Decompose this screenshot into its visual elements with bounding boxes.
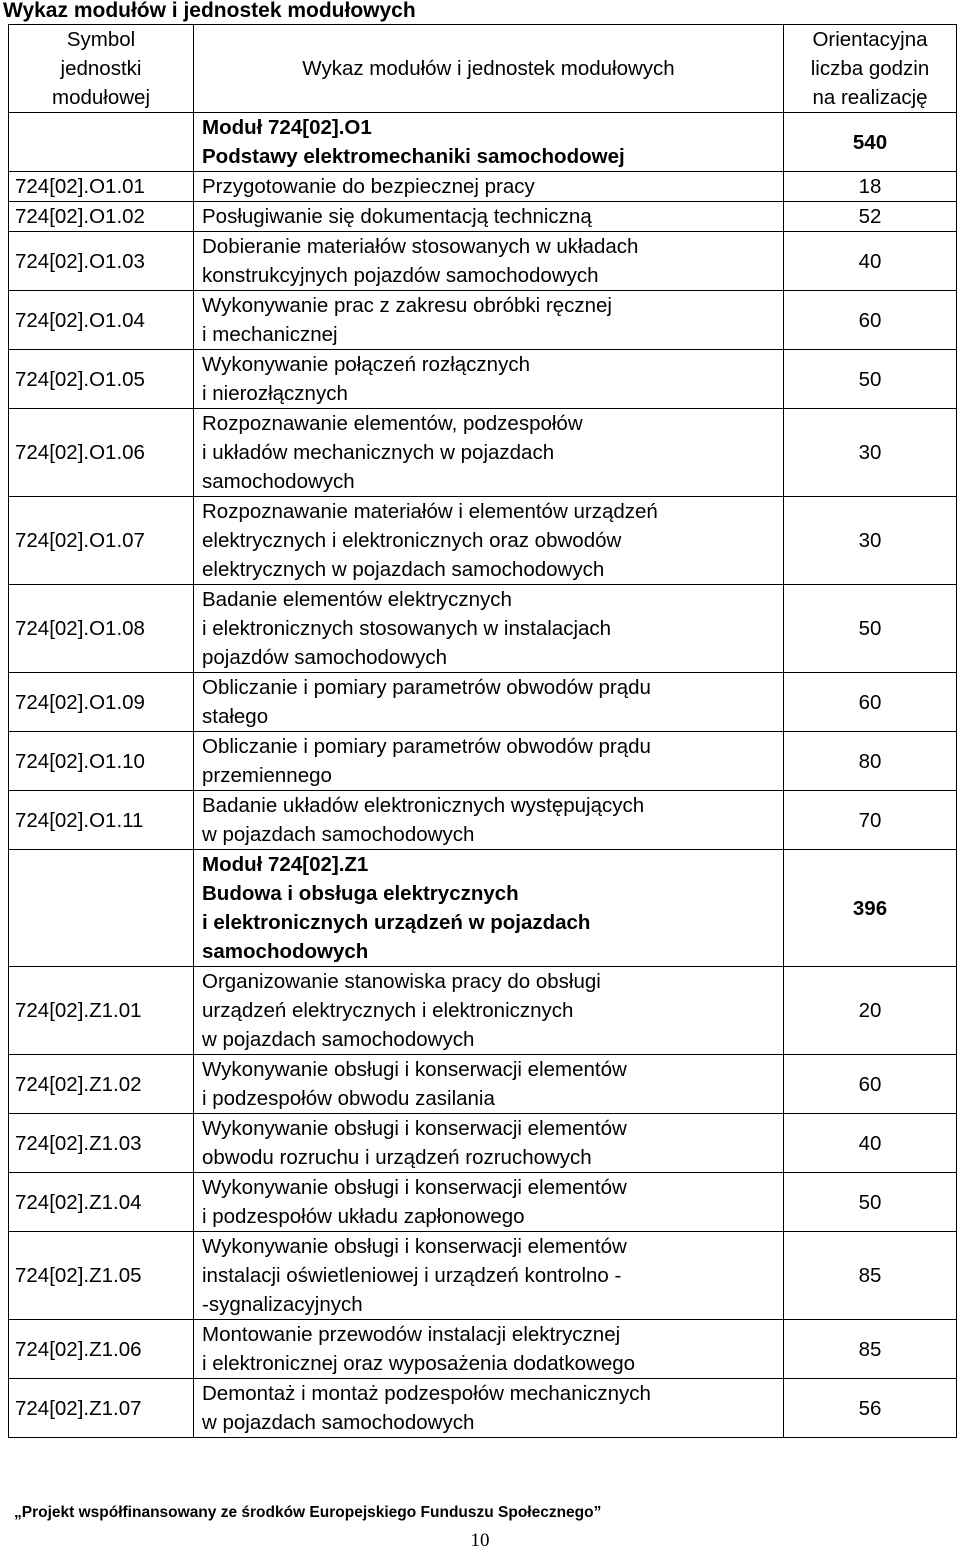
unit-row: [9, 967, 957, 1055]
unit-row: [9, 497, 957, 585]
unit-code: 724[02].Z1.04: [9, 1173, 194, 1232]
unit-hours: 80: [784, 732, 957, 791]
module-title: Moduł 724[02].Z1 Budowa i obsługa elektrycznych i elektronicznych urządzeń w pojazdach samochodowych: [194, 850, 784, 967]
unit-code: 724[02].O1.06: [9, 409, 194, 497]
unit-hours: 85: [784, 1232, 957, 1320]
header-hours: Orientacyjna liczba godzin na realizację: [784, 25, 957, 113]
unit-code: 724[02].O1.03: [9, 232, 194, 291]
unit-name: Obliczanie i pomiary parametrów obwodów prądu przemiennego: [194, 732, 784, 791]
unit-row: [9, 791, 957, 850]
unit-hours: 30: [784, 409, 957, 497]
unit-name: Badanie elementów elektrycznych i elektronicznych stosowanych w instalacjach pojazdów samochodowych: [194, 585, 784, 673]
unit-hours: 56: [784, 1379, 957, 1438]
unit-name: Obliczanie i pomiary parametrów obwodów prądu stałego: [194, 673, 784, 732]
unit-hours: 50: [784, 585, 957, 673]
unit-name: Wykonywanie obsługi i konserwacji elementów i podzespołów układu zapłonowego: [194, 1173, 784, 1232]
unit-hours: 30: [784, 497, 957, 585]
unit-row: [9, 673, 957, 732]
unit-hours: 50: [784, 350, 957, 409]
unit-code: 724[02].Z1.02: [9, 1055, 194, 1114]
module-code-cell: [9, 850, 194, 967]
unit-row: [9, 409, 957, 497]
header-row: [9, 25, 957, 113]
unit-code: 724[02].O1.05: [9, 350, 194, 409]
unit-name: Wykonywanie połączeń rozłącznych i nierozłącznych: [194, 350, 784, 409]
unit-name: Rozpoznawanie elementów, podzespołów i układów mechanicznych w pojazdach samochodowych: [194, 409, 784, 497]
unit-row: [9, 1379, 957, 1438]
unit-hours: 85: [784, 1320, 957, 1379]
unit-name: Wykonywanie obsługi i konserwacji elementów i podzespołów obwodu zasilania: [194, 1055, 784, 1114]
unit-name: Badanie układów elektronicznych występujących w pojazdach samochodowych: [194, 791, 784, 850]
unit-code: 724[02].O1.04: [9, 291, 194, 350]
unit-code: 724[02].Z1.06: [9, 1320, 194, 1379]
unit-name: Przygotowanie do bezpiecznej pracy: [194, 172, 784, 202]
unit-row: [9, 202, 957, 232]
unit-code: 724[02].O1.11: [9, 791, 194, 850]
unit-row: [9, 1114, 957, 1173]
unit-code: 724[02].O1.01: [9, 172, 194, 202]
unit-code: 724[02].O1.02: [9, 202, 194, 232]
unit-name: Demontaż i montaż podzespołów mechanicznych w pojazdach samochodowych: [194, 1379, 784, 1438]
unit-row: [9, 172, 957, 202]
unit-row: [9, 1232, 957, 1320]
unit-hours: 40: [784, 1114, 957, 1173]
unit-hours: 70: [784, 791, 957, 850]
unit-code: 724[02].Z1.07: [9, 1379, 194, 1438]
page-title: Wykaz modułów i jednostek modułowych: [3, 0, 416, 22]
module-title: Moduł 724[02].O1 Podstawy elektromechaniki samochodowej: [194, 113, 784, 172]
module-code-cell: [9, 113, 194, 172]
header-symbol: Symbol jednostki modułowej: [9, 25, 194, 113]
unit-code: 724[02].Z1.05: [9, 1232, 194, 1320]
module-row: [9, 113, 957, 172]
page-number: 10: [470, 1530, 490, 1551]
unit-name: Posługiwanie się dokumentacją techniczną: [194, 202, 784, 232]
unit-name: Dobieranie materiałów stosowanych w układach konstrukcyjnych pojazdów samochodowych: [194, 232, 784, 291]
unit-row: [9, 1173, 957, 1232]
unit-row: [9, 350, 957, 409]
unit-row: [9, 1055, 957, 1114]
unit-name: Wykonywanie prac z zakresu obróbki ręcznej i mechanicznej: [194, 291, 784, 350]
unit-name: Rozpoznawanie materiałów i elementów urządzeń elektrycznych i elektronicznych oraz obwodów elektrycznych w pojazdach samochodowych: [194, 497, 784, 585]
unit-name: Wykonywanie obsługi i konserwacji elementów obwodu rozruchu i urządzeń rozruchowych: [194, 1114, 784, 1173]
header-list: Wykaz modułów i jednostek modułowych: [194, 25, 784, 113]
unit-hours: 60: [784, 673, 957, 732]
unit-hours: 20: [784, 967, 957, 1055]
unit-name: Organizowanie stanowiska pracy do obsługi urządzeń elektrycznych i elektronicznych w pojazdach samochodowych: [194, 967, 784, 1055]
unit-name: Wykonywanie obsługi i konserwacji elementów instalacji oświetleniowej i urządzeń kontrolno - -sygnalizacyjnych: [194, 1232, 784, 1320]
unit-code: 724[02].O1.07: [9, 497, 194, 585]
unit-code: 724[02].O1.09: [9, 673, 194, 732]
unit-code: 724[02].Z1.03: [9, 1114, 194, 1173]
unit-row: [9, 732, 957, 791]
module-row: [9, 850, 957, 967]
unit-hours: 40: [784, 232, 957, 291]
unit-code: 724[02].Z1.01: [9, 967, 194, 1055]
footer-note: „Projekt współfinansowany ze środków Europejskiego Funduszu Społecznego”: [14, 1504, 602, 1521]
unit-row: [9, 1320, 957, 1379]
unit-hours: 60: [784, 291, 957, 350]
unit-hours: 18: [784, 172, 957, 202]
unit-row: [9, 232, 957, 291]
unit-hours: 52: [784, 202, 957, 232]
unit-code: 724[02].O1.10: [9, 732, 194, 791]
unit-code: 724[02].O1.08: [9, 585, 194, 673]
modules-table: [8, 24, 957, 1438]
unit-hours: 50: [784, 1173, 957, 1232]
unit-row: [9, 291, 957, 350]
unit-hours: 60: [784, 1055, 957, 1114]
module-hours: 396: [784, 850, 957, 967]
module-hours: 540: [784, 113, 957, 172]
unit-name: Montowanie przewodów instalacji elektrycznej i elektronicznej oraz wyposażenia dodatkowego: [194, 1320, 784, 1379]
unit-row: [9, 585, 957, 673]
